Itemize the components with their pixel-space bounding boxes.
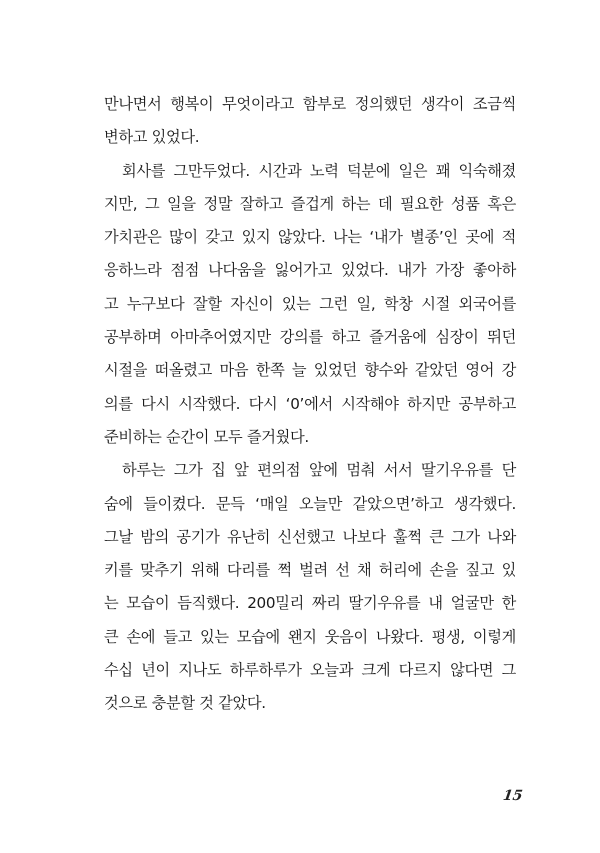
text-line: 수십 년이 지나도 하루하루가 오늘과 크게 다르지 않다면 그 <box>104 661 516 680</box>
text-line: 지만, 그 일을 정말 잘하고 즐겁게 하는 데 필요한 성품 혹은 <box>104 194 516 213</box>
text-line: 변하고 있었다. <box>104 128 200 147</box>
text-line: 그날 밤의 공기가 유난히 신선했고 나보다 훌쩍 큰 그가 나와 <box>104 527 516 546</box>
paragraph-3 <box>104 454 516 720</box>
text-line: 응하느라 점점 나다움을 잃어가고 있었다. 내가 가장 좋아하 <box>104 261 516 280</box>
text-line: 가치관은 많이 갖고 있지 않았다. 나는 ‘내가 별종’인 곳에 적 <box>104 228 516 247</box>
page-number: 15 <box>501 788 524 804</box>
text-line: 하루는 그가 집 앞 편의점 앞에 멈춰 서서 딸기우유를 단 <box>122 461 516 480</box>
text-line: 준비하는 순간이 모두 즐거웠다. <box>104 427 309 446</box>
text-line: 시절을 떠올렸고 마음 한쪽 늘 있었던 향수와 같았던 영어 강 <box>104 361 516 380</box>
text-line: 회사를 그만두었다. 시간과 노력 덕분에 일은 꽤 익숙해졌 <box>122 161 516 180</box>
text-line: 의를 다시 시작했다. 다시 ‘0’에서 시작해야 하지만 공부하고 <box>104 394 516 413</box>
text-line: 숨에 들이켰다. 문득 ‘매일 오늘만 같았으면’하고 생각했다. <box>104 494 516 513</box>
text-line: 것으로 충분할 것 같았다. <box>104 694 266 713</box>
paragraph-1 <box>104 88 516 155</box>
book-page-body <box>104 88 516 721</box>
text-line: 는 모습이 듬직했다. 200밀리 짜리 딸기우유를 내 얼굴만 한 <box>104 594 516 613</box>
paragraph-2 <box>104 155 516 455</box>
text-line: 큰 손에 들고 있는 모습에 왠지 웃음이 나왔다. 평생, 이렇게 <box>104 627 516 646</box>
text-line: 고 누구보다 잘할 자신이 있는 그런 일, 학창 시절 외국어를 <box>104 294 516 313</box>
text-line: 공부하며 아마추어였지만 강의를 하고 즐거움에 심장이 뛰던 <box>104 328 516 347</box>
text-line: 키를 맞추기 위해 다리를 쩍 벌려 선 채 허리에 손을 짚고 있 <box>104 561 516 580</box>
text-line: 만나면서 행복이 무엇이라고 함부로 정의했던 생각이 조금씩 <box>104 95 516 113</box>
